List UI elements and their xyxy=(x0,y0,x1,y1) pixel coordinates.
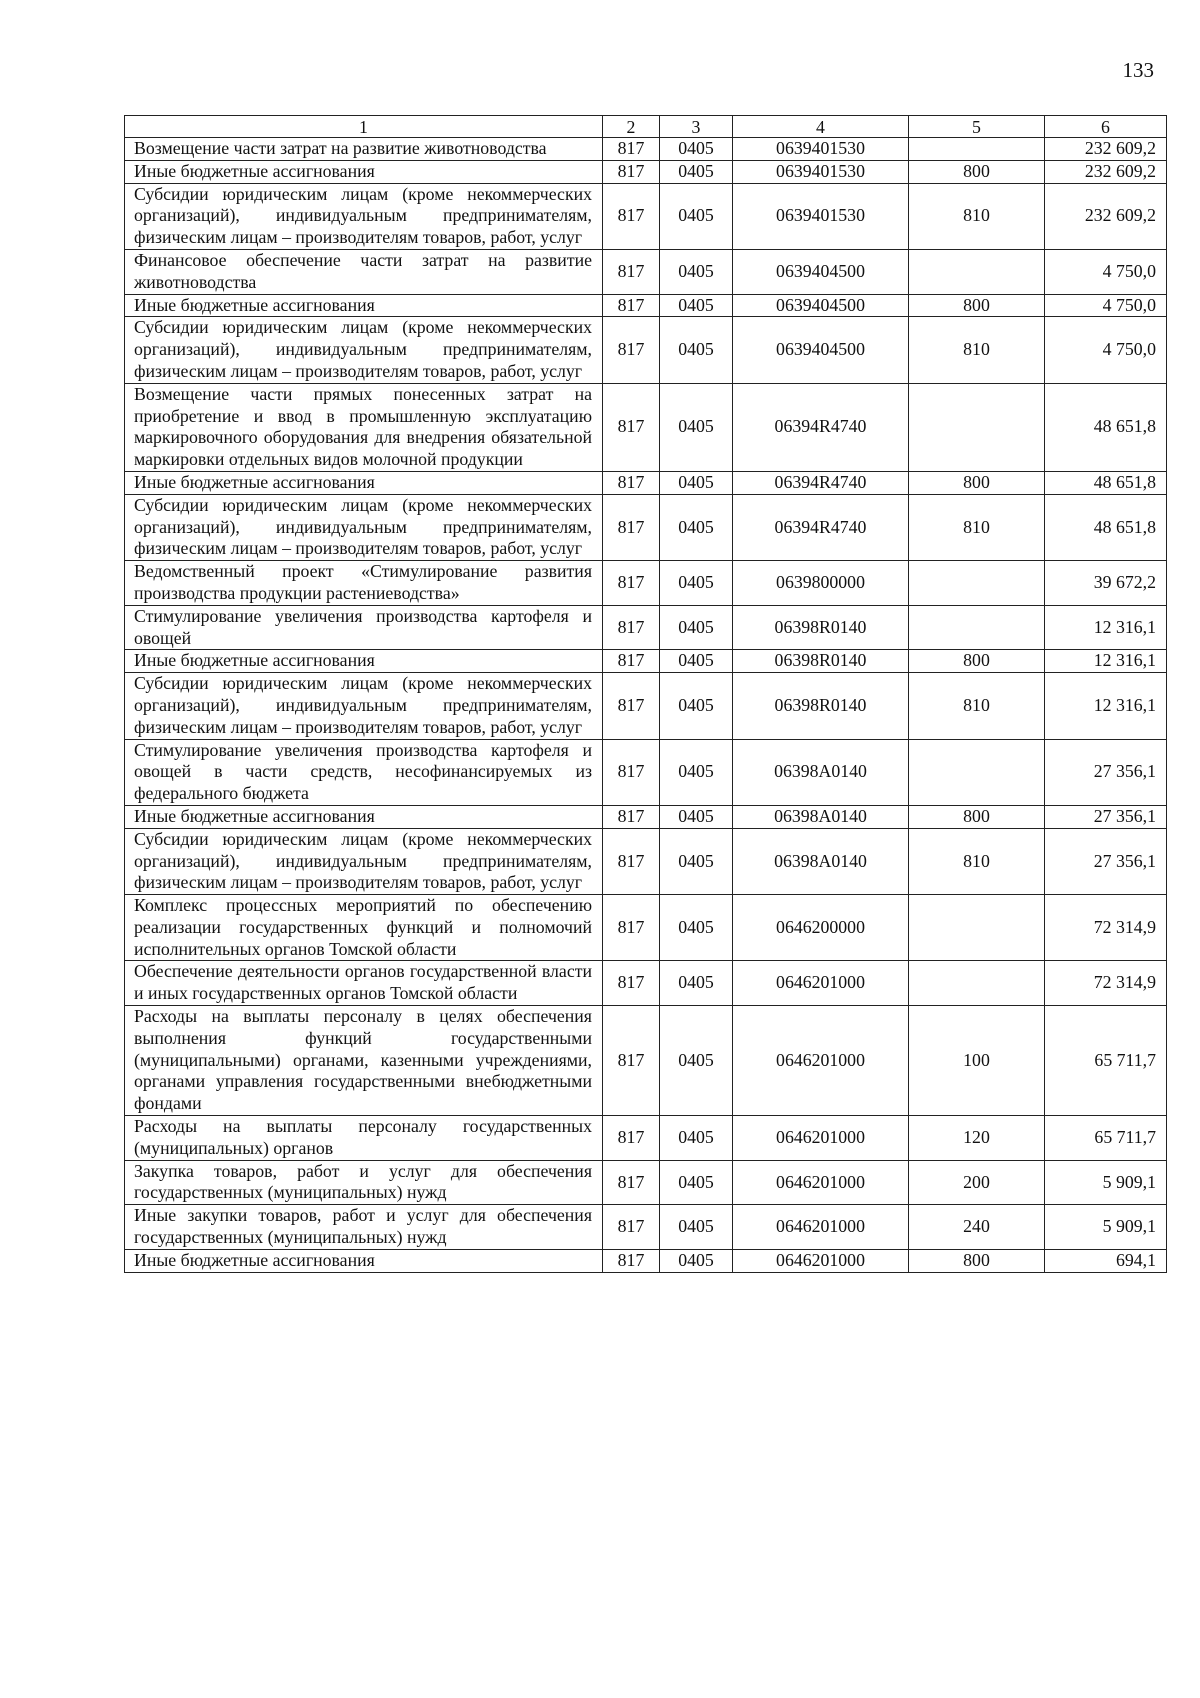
row-section-code-cell: 0405 xyxy=(660,183,733,249)
row-section-code-cell: 0405 xyxy=(660,739,733,805)
row-name-cell: Иные бюджетные ассигнования xyxy=(125,160,603,183)
row-ministry-code-cell: 817 xyxy=(603,1205,660,1250)
row-target-article-cell: 06398R0140 xyxy=(733,605,909,650)
row-target-article-cell: 06398R0140 xyxy=(733,650,909,673)
row-name-cell: Субсидии юридическим лицам (кроме некоммерческих организаций), индивидуальным предпринимателям, физическим лицам – производителям товаров, работ, услуг xyxy=(125,494,603,560)
row-section-code-cell: 0405 xyxy=(660,561,733,606)
row-section-code-cell: 0405 xyxy=(660,1249,733,1272)
row-name-cell: Стимулирование увеличения производства картофеля и овощей xyxy=(125,605,603,650)
row-section-code-cell: 0405 xyxy=(660,895,733,961)
row-amount-cell: 27 356,1 xyxy=(1045,828,1167,894)
row-target-article-cell: 0646201000 xyxy=(733,1205,909,1250)
row-ministry-code-cell: 817 xyxy=(603,160,660,183)
row-expense-type-cell: 120 xyxy=(909,1116,1045,1161)
row-amount-cell: 27 356,1 xyxy=(1045,739,1167,805)
row-section-code-cell: 0405 xyxy=(660,249,733,294)
row-expense-type-cell: 810 xyxy=(909,494,1045,560)
row-expense-type-cell: 810 xyxy=(909,317,1045,383)
row-target-article-cell: 0646200000 xyxy=(733,895,909,961)
row-target-article-cell: 0639404500 xyxy=(733,294,909,317)
row-expense-type-cell: 800 xyxy=(909,1249,1045,1272)
row-target-article-cell: 06398A0140 xyxy=(733,739,909,805)
row-target-article-cell: 0646201000 xyxy=(733,1249,909,1272)
table-row xyxy=(125,494,1167,560)
table-row xyxy=(125,828,1167,894)
table-row xyxy=(125,249,1167,294)
row-expense-type-cell: 800 xyxy=(909,650,1045,673)
row-target-article-cell: 06394R4740 xyxy=(733,383,909,471)
table-row xyxy=(125,961,1167,1006)
row-ministry-code-cell: 817 xyxy=(603,249,660,294)
table-row xyxy=(125,294,1167,317)
row-amount-cell: 39 672,2 xyxy=(1045,561,1167,606)
row-amount-cell: 12 316,1 xyxy=(1045,650,1167,673)
row-expense-type-cell: 100 xyxy=(909,1006,1045,1116)
row-amount-cell: 4 750,0 xyxy=(1045,249,1167,294)
column-header: 6 xyxy=(1045,116,1167,138)
row-target-article-cell: 0639404500 xyxy=(733,317,909,383)
row-expense-type-cell: 810 xyxy=(909,828,1045,894)
row-expense-type-cell xyxy=(909,561,1045,606)
row-section-code-cell: 0405 xyxy=(660,1160,733,1205)
row-target-article-cell: 06398R0140 xyxy=(733,673,909,739)
table-body xyxy=(125,138,1167,1273)
row-expense-type-cell xyxy=(909,249,1045,294)
row-ministry-code-cell: 817 xyxy=(603,805,660,828)
row-amount-cell: 232 609,2 xyxy=(1045,183,1167,249)
row-amount-cell: 694,1 xyxy=(1045,1249,1167,1272)
row-ministry-code-cell: 817 xyxy=(603,294,660,317)
budget-table xyxy=(124,115,1167,1273)
row-ministry-code-cell: 817 xyxy=(603,739,660,805)
table-row xyxy=(125,183,1167,249)
table-row xyxy=(125,1160,1167,1205)
row-name-cell: Субсидии юридическим лицам (кроме некоммерческих организаций), индивидуальным предпринимателям, физическим лицам – производителям товаров, работ, услуг xyxy=(125,183,603,249)
table-row xyxy=(125,895,1167,961)
row-section-code-cell: 0405 xyxy=(660,961,733,1006)
row-ministry-code-cell: 817 xyxy=(603,494,660,560)
row-section-code-cell: 0405 xyxy=(660,138,733,161)
table-row xyxy=(125,160,1167,183)
row-target-article-cell: 0646201000 xyxy=(733,961,909,1006)
row-section-code-cell: 0405 xyxy=(660,650,733,673)
row-ministry-code-cell: 817 xyxy=(603,605,660,650)
row-section-code-cell: 0405 xyxy=(660,1205,733,1250)
row-target-article-cell: 0639401530 xyxy=(733,138,909,161)
row-target-article-cell: 0646201000 xyxy=(733,1160,909,1205)
row-name-cell: Иные бюджетные ассигнования xyxy=(125,650,603,673)
table-row xyxy=(125,1249,1167,1272)
row-amount-cell: 4 750,0 xyxy=(1045,294,1167,317)
row-name-cell: Иные закупки товаров, работ и услуг для обеспечения государственных (муниципальных) нужд xyxy=(125,1205,603,1250)
row-amount-cell: 72 314,9 xyxy=(1045,895,1167,961)
row-ministry-code-cell: 817 xyxy=(603,561,660,606)
table-row xyxy=(125,650,1167,673)
row-amount-cell: 12 316,1 xyxy=(1045,605,1167,650)
row-ministry-code-cell: 817 xyxy=(603,317,660,383)
row-target-article-cell: 0639401530 xyxy=(733,183,909,249)
row-section-code-cell: 0405 xyxy=(660,494,733,560)
row-section-code-cell: 0405 xyxy=(660,605,733,650)
row-name-cell: Субсидии юридическим лицам (кроме некоммерческих организаций), индивидуальным предпринимателям, физическим лицам – производителям товаров, работ, услуг xyxy=(125,828,603,894)
row-expense-type-cell: 800 xyxy=(909,471,1045,494)
row-ministry-code-cell: 817 xyxy=(603,961,660,1006)
row-target-article-cell: 06398A0140 xyxy=(733,828,909,894)
row-expense-type-cell: 810 xyxy=(909,183,1045,249)
row-ministry-code-cell: 817 xyxy=(603,1116,660,1161)
row-expense-type-cell: 800 xyxy=(909,294,1045,317)
row-amount-cell: 12 316,1 xyxy=(1045,673,1167,739)
row-expense-type-cell: 200 xyxy=(909,1160,1045,1205)
row-amount-cell: 4 750,0 xyxy=(1045,317,1167,383)
row-expense-type-cell xyxy=(909,895,1045,961)
row-target-article-cell: 0639404500 xyxy=(733,249,909,294)
table-row xyxy=(125,673,1167,739)
row-section-code-cell: 0405 xyxy=(660,383,733,471)
row-amount-cell: 5 909,1 xyxy=(1045,1205,1167,1250)
row-expense-type-cell: 800 xyxy=(909,805,1045,828)
row-section-code-cell: 0405 xyxy=(660,805,733,828)
row-name-cell: Обеспечение деятельности органов государственной власти и иных государственных органов Томской области xyxy=(125,961,603,1006)
row-section-code-cell: 0405 xyxy=(660,294,733,317)
row-ministry-code-cell: 817 xyxy=(603,138,660,161)
row-amount-cell: 65 711,7 xyxy=(1045,1116,1167,1161)
row-section-code-cell: 0405 xyxy=(660,471,733,494)
row-target-article-cell: 06394R4740 xyxy=(733,471,909,494)
table-row xyxy=(125,471,1167,494)
row-section-code-cell: 0405 xyxy=(660,317,733,383)
row-target-article-cell: 06394R4740 xyxy=(733,494,909,560)
row-ministry-code-cell: 817 xyxy=(603,1006,660,1116)
row-amount-cell: 232 609,2 xyxy=(1045,160,1167,183)
row-ministry-code-cell: 817 xyxy=(603,673,660,739)
row-name-cell: Субсидии юридическим лицам (кроме некоммерческих организаций), индивидуальным предпринимателям, физическим лицам – производителям товаров, работ, услуг xyxy=(125,317,603,383)
row-amount-cell: 5 909,1 xyxy=(1045,1160,1167,1205)
row-expense-type-cell xyxy=(909,605,1045,650)
table-row xyxy=(125,1006,1167,1116)
row-name-cell: Расходы на выплаты персоналу в целях обеспечения выполнения функций государственными (муниципальными) органами, казенными учреждениями, органами управления государственными внебюджетными фондами xyxy=(125,1006,603,1116)
column-header: 4 xyxy=(733,116,909,138)
row-name-cell: Иные бюджетные ассигнования xyxy=(125,805,603,828)
row-name-cell: Ведомственный проект «Стимулирование развития производства продукции растениеводства» xyxy=(125,561,603,606)
row-target-article-cell: 0639401530 xyxy=(733,160,909,183)
row-ministry-code-cell: 817 xyxy=(603,383,660,471)
row-expense-type-cell xyxy=(909,383,1045,471)
row-name-cell: Возмещение части затрат на развитие животноводства xyxy=(125,138,603,161)
table-row xyxy=(125,605,1167,650)
table-row xyxy=(125,739,1167,805)
row-ministry-code-cell: 817 xyxy=(603,183,660,249)
row-ministry-code-cell: 817 xyxy=(603,828,660,894)
row-ministry-code-cell: 817 xyxy=(603,1160,660,1205)
row-section-code-cell: 0405 xyxy=(660,1116,733,1161)
page-number: 133 xyxy=(1122,58,1154,82)
table-row xyxy=(125,317,1167,383)
table-row xyxy=(125,805,1167,828)
row-amount-cell: 48 651,8 xyxy=(1045,494,1167,560)
row-ministry-code-cell: 817 xyxy=(603,650,660,673)
row-name-cell: Комплекс процессных мероприятий по обеспечению реализации государственных функций и полномочий исполнительных органов Томской области xyxy=(125,895,603,961)
row-name-cell: Стимулирование увеличения производства картофеля и овощей в части средств, несофинансируемых из федерального бюджета xyxy=(125,739,603,805)
row-expense-type-cell: 240 xyxy=(909,1205,1045,1250)
row-amount-cell: 27 356,1 xyxy=(1045,805,1167,828)
column-header: 1 xyxy=(125,116,603,138)
table-row xyxy=(125,138,1167,161)
row-amount-cell: 65 711,7 xyxy=(1045,1006,1167,1116)
row-ministry-code-cell: 817 xyxy=(603,895,660,961)
row-name-cell: Иные бюджетные ассигнования xyxy=(125,294,603,317)
row-ministry-code-cell: 817 xyxy=(603,1249,660,1272)
row-name-cell: Расходы на выплаты персоналу государственных (муниципальных) органов xyxy=(125,1116,603,1161)
row-target-article-cell: 0646201000 xyxy=(733,1116,909,1161)
column-header: 3 xyxy=(660,116,733,138)
row-amount-cell: 232 609,2 xyxy=(1045,138,1167,161)
row-expense-type-cell xyxy=(909,739,1045,805)
row-name-cell: Закупка товаров, работ и услуг для обеспечения государственных (муниципальных) нужд xyxy=(125,1160,603,1205)
table-row xyxy=(125,561,1167,606)
row-amount-cell: 72 314,9 xyxy=(1045,961,1167,1006)
table-row xyxy=(125,383,1167,471)
row-section-code-cell: 0405 xyxy=(660,673,733,739)
table-row xyxy=(125,1205,1167,1250)
row-expense-type-cell xyxy=(909,961,1045,1006)
row-section-code-cell: 0405 xyxy=(660,160,733,183)
column-header: 2 xyxy=(603,116,660,138)
row-ministry-code-cell: 817 xyxy=(603,471,660,494)
row-name-cell: Финансовое обеспечение части затрат на развитие животноводства xyxy=(125,249,603,294)
row-target-article-cell: 06398A0140 xyxy=(733,805,909,828)
row-expense-type-cell xyxy=(909,138,1045,161)
row-amount-cell: 48 651,8 xyxy=(1045,383,1167,471)
row-section-code-cell: 0405 xyxy=(660,828,733,894)
row-name-cell: Возмещение части прямых понесенных затрат на приобретение и ввод в промышленную эксплуатацию маркировочного оборудования для внедрения обязательной маркировки отдельных видов молочной продукции xyxy=(125,383,603,471)
row-expense-type-cell: 800 xyxy=(909,160,1045,183)
row-name-cell: Иные бюджетные ассигнования xyxy=(125,1249,603,1272)
row-section-code-cell: 0405 xyxy=(660,1006,733,1116)
table-row xyxy=(125,1116,1167,1161)
row-target-article-cell: 0639800000 xyxy=(733,561,909,606)
table-header-row xyxy=(125,116,1167,138)
row-amount-cell: 48 651,8 xyxy=(1045,471,1167,494)
row-name-cell: Субсидии юридическим лицам (кроме некоммерческих организаций), индивидуальным предпринимателям, физическим лицам – производителям товаров, работ, услуг xyxy=(125,673,603,739)
column-header: 5 xyxy=(909,116,1045,138)
row-expense-type-cell: 810 xyxy=(909,673,1045,739)
row-target-article-cell: 0646201000 xyxy=(733,1006,909,1116)
row-name-cell: Иные бюджетные ассигнования xyxy=(125,471,603,494)
